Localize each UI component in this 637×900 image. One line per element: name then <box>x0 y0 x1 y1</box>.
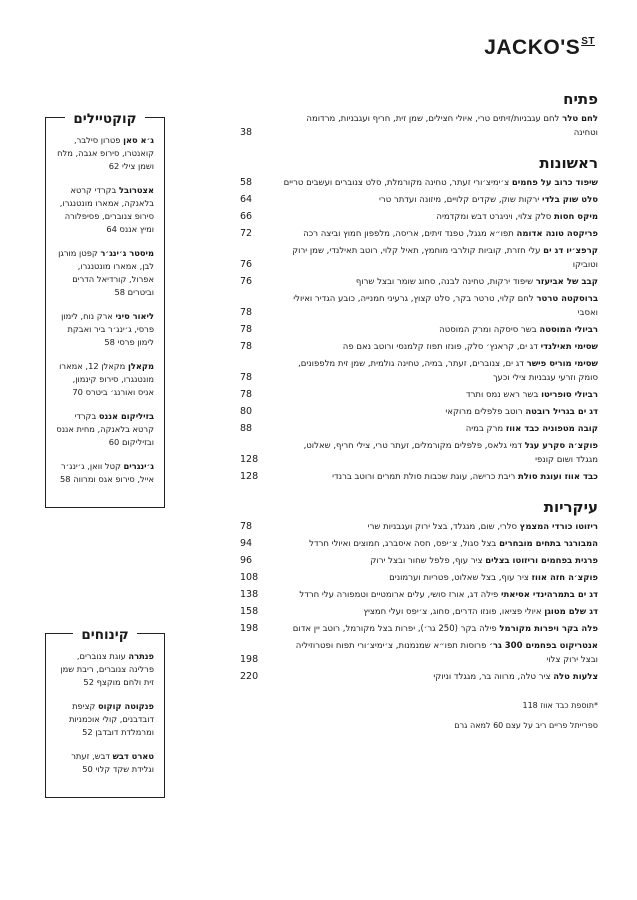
menu-item-name: לחם טלר <box>562 114 598 124</box>
desserts-item-price: 50 <box>82 764 93 774</box>
cocktails-item-name: מיסטר ג׳ינג׳ר <box>100 248 154 258</box>
menu-item-desc: פילה דג, אורז סושי, עלים ארומטיים וטמפורה עלי חרדל <box>299 590 499 600</box>
menu-section <box>240 154 598 484</box>
menu-item-desc: רוטב פלפלים מרוקאי <box>445 407 523 417</box>
menu-item-text <box>280 193 598 207</box>
menu-item-desc: ציר טלה, מרווה בר, מגגלד וניוקי <box>433 672 551 682</box>
menu-item-price: 78 <box>240 372 253 383</box>
desserts-item-name: פנקוטה קוקוס <box>98 701 154 711</box>
cocktails-item-price: 58 <box>114 287 126 297</box>
menu-item-text <box>280 227 598 241</box>
menu-item-name: סלט שוק בלדי <box>541 195 598 205</box>
cocktails-item-desc: קפטן מורגן לבן, אמארו מונטנגרו, אפרול, קורדיאל הדרים וביטרים <box>58 248 154 297</box>
cocktails-item <box>56 460 154 486</box>
menu-item <box>240 605 598 619</box>
menu-item-price: 72 <box>240 228 253 239</box>
cocktails-item-price: 58 <box>104 337 115 347</box>
cocktails-item-price: 62 <box>108 161 120 171</box>
menu-item-price: 198 <box>240 654 259 665</box>
menu-item-price: 96 <box>240 555 253 566</box>
menu-item-text <box>280 571 598 585</box>
desserts-item-price: 52 <box>82 727 93 737</box>
menu-item-name: אנטריקוט בפחמים 300 גר׳ <box>489 641 598 651</box>
box-title <box>46 624 164 643</box>
menu-item-text <box>280 405 598 419</box>
cocktails-item-price: 70 <box>72 387 83 397</box>
menu-item <box>240 388 598 402</box>
menu-item-price: 64 <box>240 194 253 205</box>
desserts-item-name: פנתרה <box>128 651 154 661</box>
cocktails-item <box>56 360 154 399</box>
menu-item <box>240 292 598 320</box>
menu-item-text <box>280 439 598 467</box>
menu-item-text <box>280 520 598 534</box>
menu-item-price: 138 <box>240 589 259 600</box>
menu-item-text <box>280 588 598 602</box>
cocktails-item-price: 58 <box>60 474 71 484</box>
menu-item-name: רביולי סופריטו <box>541 390 598 400</box>
menu-item-name: שסימי מוריס פישר <box>526 359 598 369</box>
menu-section <box>240 90 598 140</box>
menu-item-price: 198 <box>240 623 259 634</box>
desserts-item-desc: עוגת צנוברים, פרלינה צנוברים, ריבת שמן זית ולחם מוקצף <box>60 651 154 687</box>
box-title <box>46 108 164 127</box>
desserts-item <box>56 700 154 739</box>
menu-item-text <box>280 670 598 684</box>
cocktails-item-price: 60 <box>108 437 120 447</box>
menu-item-desc: בצל סגול, צ׳יפס, חסה איסברג, חמוצים ואיולי חרדל <box>309 539 497 549</box>
desserts-title: קינוחים <box>73 627 136 643</box>
menu-item <box>240 227 598 241</box>
cocktails-item <box>56 134 154 173</box>
menu-item-text <box>280 357 598 385</box>
desserts-item-desc: דבש, זעתר וגלידת שקד קלוי <box>71 751 154 774</box>
menu-item-desc: ירקות שוק, שקדים קלויים, מיזונה ועדתר טרי <box>379 195 540 205</box>
desserts-item-desc: קציפת דובדבנים, קולי אוכמניות ומרמלדת דובדבן <box>69 701 154 737</box>
menu-item-text <box>280 537 598 551</box>
cocktails-item-name: מקאלן <box>127 361 154 371</box>
menu-item <box>240 176 598 190</box>
menu-item <box>240 275 598 289</box>
menu-item <box>240 340 598 354</box>
menu-item-price: 128 <box>240 454 259 465</box>
cocktails-title: קוקטיילים <box>65 111 144 127</box>
menu-item <box>240 244 598 272</box>
menu-item-price: 66 <box>240 211 253 222</box>
menu-item-name: פרגית בפחמים וריזוטו בצלים <box>485 556 598 566</box>
menu-item <box>240 639 598 667</box>
menu-item <box>240 357 598 385</box>
menu-item-price: 76 <box>240 276 253 287</box>
menu-item <box>240 554 598 568</box>
cocktails-item <box>56 184 154 236</box>
menu-item <box>240 520 598 534</box>
menu-item-desc: סלרי, שום, מגגלד, בצל ירוק ועגבניות שרי <box>367 522 518 532</box>
section-title: פתיח <box>563 90 598 108</box>
cocktails-item <box>56 247 154 299</box>
menu-item-text <box>280 210 598 224</box>
menu-item-desc: לחם עגבניות/זיתים טרי, איולי חצילים, שמן זית, חריף ועגבניות, מרדומה וטחינה <box>306 114 598 138</box>
cocktails-item-name: ג׳ינגרים <box>123 461 154 471</box>
menu-item-text <box>280 176 598 190</box>
menu-item-name: קובה מטפוניה כבד אווז <box>505 424 598 434</box>
cocktails-item-desc: מקאלן 12, אמארו מונטנגרו, סירופ קינמון, אניס ואורנג׳ ביטרס <box>59 361 154 397</box>
menu-item-desc: פרוסות תפו״א שמנמנות, צ׳ימיצ׳ורי תפוח ופטרוזיליה ובצל ירוק צלוי <box>295 641 598 665</box>
menu-item-name: מיקס חסות <box>554 212 598 222</box>
menu-item-desc: בשר סיסקה ומרק המוסטה <box>439 325 537 335</box>
cocktails-item-desc: בקרדי קרטא בלאנקה, מחית אננס ובזיליקום <box>56 411 154 447</box>
menu-item-price: 78 <box>240 521 253 532</box>
menu-note: ספרייתל פריים ריב על עצם 60 למאה גרם <box>454 721 598 730</box>
menu-item-desc: צ׳ימיצ׳ורי זעתר, טחינה מקורמלת, סלט צנוברים ועשבים טריים <box>283 178 510 188</box>
main-menu <box>240 90 598 734</box>
menu-item-desc: עלי חזרת, קוביות קולרבי מוחמץ, תאיל קלוי, רוטב תאילנדי, שמן ירוק וטוביקו <box>292 246 598 270</box>
menu-item-text <box>280 639 598 667</box>
menu-item-name: קרפצ׳יו דג ים <box>543 246 598 256</box>
desserts-item <box>56 650 154 689</box>
desserts-item <box>56 750 154 776</box>
menu-item-price: 78 <box>240 341 253 352</box>
menu-item-name: דג שלם מטוגן <box>544 607 598 617</box>
menu-item-name: שיפוד כרוב על פחמים <box>511 178 598 188</box>
menu-item <box>240 112 598 140</box>
cocktails-item-name: אצטרובל <box>118 185 154 195</box>
cocktails-item-desc: ארק נוח, לימון פרסי, ג׳ינג׳ר ביר ואבקת לימון פרסי <box>61 311 154 347</box>
logo-text: JACKO'S <box>484 36 581 59</box>
menu-item-desc: ציר עוף, פלפל שחור ובצל ירוק <box>370 556 483 566</box>
cocktails-item-name: בזיליקום אננס <box>98 411 154 421</box>
menu-item <box>240 193 598 207</box>
menu-item-text <box>280 292 598 320</box>
menu-item-text <box>280 323 598 337</box>
menu-item-desc: שיפוד ירקות, טחינה לבנה, סחוג שומר ובצל שרוף <box>355 277 534 287</box>
menu-item <box>240 622 598 636</box>
cocktails-item <box>56 410 154 449</box>
menu-item <box>240 670 598 684</box>
menu-item-price: 38 <box>240 127 253 138</box>
desserts-box <box>45 627 165 798</box>
menu-item-price: 80 <box>240 406 253 417</box>
menu-item <box>240 422 598 436</box>
menu-item-text <box>280 112 598 140</box>
menu-item-price: 94 <box>240 538 253 549</box>
menu-section <box>240 498 598 684</box>
desserts-item-price: 52 <box>83 677 94 687</box>
menu-item-name: פלה בקר ויפרות מקורמל <box>499 624 598 634</box>
menu-item <box>240 470 598 484</box>
cocktails-item-desc: קטל וואן, ג׳ינג׳ר אייל, סירופ אגס ומרווה <box>61 461 154 484</box>
menu-item-text <box>280 605 598 619</box>
menu-item-text <box>280 340 598 354</box>
menu-item-text <box>280 244 598 272</box>
menu-item-name: קבב של אביעזר <box>535 277 598 287</box>
section-title: עיקריות <box>543 498 598 516</box>
menu-item-price: 78 <box>240 324 253 335</box>
menu-item-desc: ריבת כרישה, עוגת שכבות סולת תמרים ורוטב ברנדי <box>332 472 516 482</box>
menu-item <box>240 571 598 585</box>
cocktails-item-price: 64 <box>106 224 117 234</box>
menu-item-price: 128 <box>240 471 259 482</box>
menu-item-desc: דג ים, קראנץ׳ סלק, פונזו תפוז קלמנסי ורוטב נאם פה <box>342 342 538 352</box>
menu-item <box>240 405 598 419</box>
menu-item-name: רביולי המוסטה <box>539 325 598 335</box>
menu-item-price: 158 <box>240 606 259 617</box>
menu-item-price: 58 <box>240 177 253 188</box>
menu-item-name: צלעות טלה <box>553 672 598 682</box>
menu-item-text <box>280 470 598 484</box>
menu-item <box>240 210 598 224</box>
menu-item-price: 220 <box>240 671 259 682</box>
menu-item-name: דג ים בגריל רובטה <box>525 407 598 417</box>
menu-item-price: 88 <box>240 423 253 434</box>
menu-item-name: ברוסקטה טרטר <box>536 294 598 304</box>
cocktails-item-name: ג׳א סאן <box>123 135 154 145</box>
menu-item <box>240 323 598 337</box>
section-title: ראשונות <box>539 154 598 172</box>
menu-item-price: 78 <box>240 307 253 318</box>
menu-item-desc: פילה בקר (250 גר׳), יפרות בצל מקורמל, רוטב יין אדום <box>292 624 497 634</box>
menu-item-desc: דג ים, צנוברים, זעתר, במיה, טחינה גולמית, שמן זית מלפפונים, סומק וזרעי עגבניות צילי וכעך <box>298 359 598 383</box>
menu-item <box>240 537 598 551</box>
menu-item-text <box>280 622 598 636</box>
menu-item-name: דג ים בתמרהינדי אסיאתי <box>500 590 598 600</box>
menu-note: *תוספת כבד אווז 118 <box>522 701 598 710</box>
cocktails-item <box>56 310 154 349</box>
logo-suffix: ST <box>581 36 595 47</box>
menu-item-name: פוקצ׳ה סקרע עגל <box>524 441 598 451</box>
menu-item-price: 108 <box>240 572 259 583</box>
menu-item-name: שסימי תאילנדי <box>540 342 598 352</box>
cocktails-item-desc: פטרון סילבר, קואנטרו, סירופ אגבה, מלח ושמן צילי <box>57 135 154 171</box>
menu-item-desc: בשר ראש נמס ותרד <box>465 390 539 400</box>
menu-item-name: פוקצ׳ה חזה אווז <box>531 573 598 583</box>
menu-item-text <box>280 275 598 289</box>
menu-item-desc: תפו״א מגגל, טפנד זיתים, אריסה, מלפפון חמוץ וביצה רכה <box>303 229 514 239</box>
menu-item-desc: מרק במיה <box>465 424 504 434</box>
menu-item-desc: ציר עוף, בצל שאלוט, פטריות וערמונים <box>389 573 529 583</box>
menu-item-text <box>280 422 598 436</box>
menu-item-name: ריזוטו כורדי המצמץ <box>519 522 598 532</box>
menu-item <box>240 588 598 602</box>
desserts-item-name: טארט דבש <box>112 751 154 761</box>
menu-item-desc: דמי גלאס, פלפלים מקורמלים, זעתר טרי, צילי חריף, שאלוט, מגגלד ושום קונפי <box>303 441 598 465</box>
menu-item <box>240 439 598 467</box>
cocktails-item-desc: בקרדי קרטא בלאנקה, אמארו מונטנגרו, סירופ צנוברים, פסיפלורה ומיץ אננס <box>59 185 154 234</box>
menu-item-desc: סלק צלוי, ויניגרט דבש ומקדמיה <box>436 212 552 222</box>
menu-item-name: פריקסה טונה אדומה <box>516 229 598 239</box>
menu-item-desc: לחם קלוי, טרטר בקר, סלט קצוץ, גרעיני חמנייה, כובע הגדיר ואיולי ואסבי <box>293 294 598 318</box>
menu-item-price: 76 <box>240 259 253 270</box>
cocktails-item-name: ליאור סיני <box>115 311 154 321</box>
menu-item-name: המבורגר בתחים מובחרים <box>499 539 598 549</box>
menu-item-text <box>280 554 598 568</box>
cocktails-box <box>45 111 165 508</box>
menu-item-price: 78 <box>240 389 253 400</box>
menu-item-desc: איולי פציאו, פונזו הדרים, סחוג, צ׳יפס ועלי חמציץ <box>363 607 542 617</box>
restaurant-logo <box>484 36 595 60</box>
menu-item-text <box>280 388 598 402</box>
menu-item-name: כבד אווז ועוגת סולת <box>517 472 598 482</box>
